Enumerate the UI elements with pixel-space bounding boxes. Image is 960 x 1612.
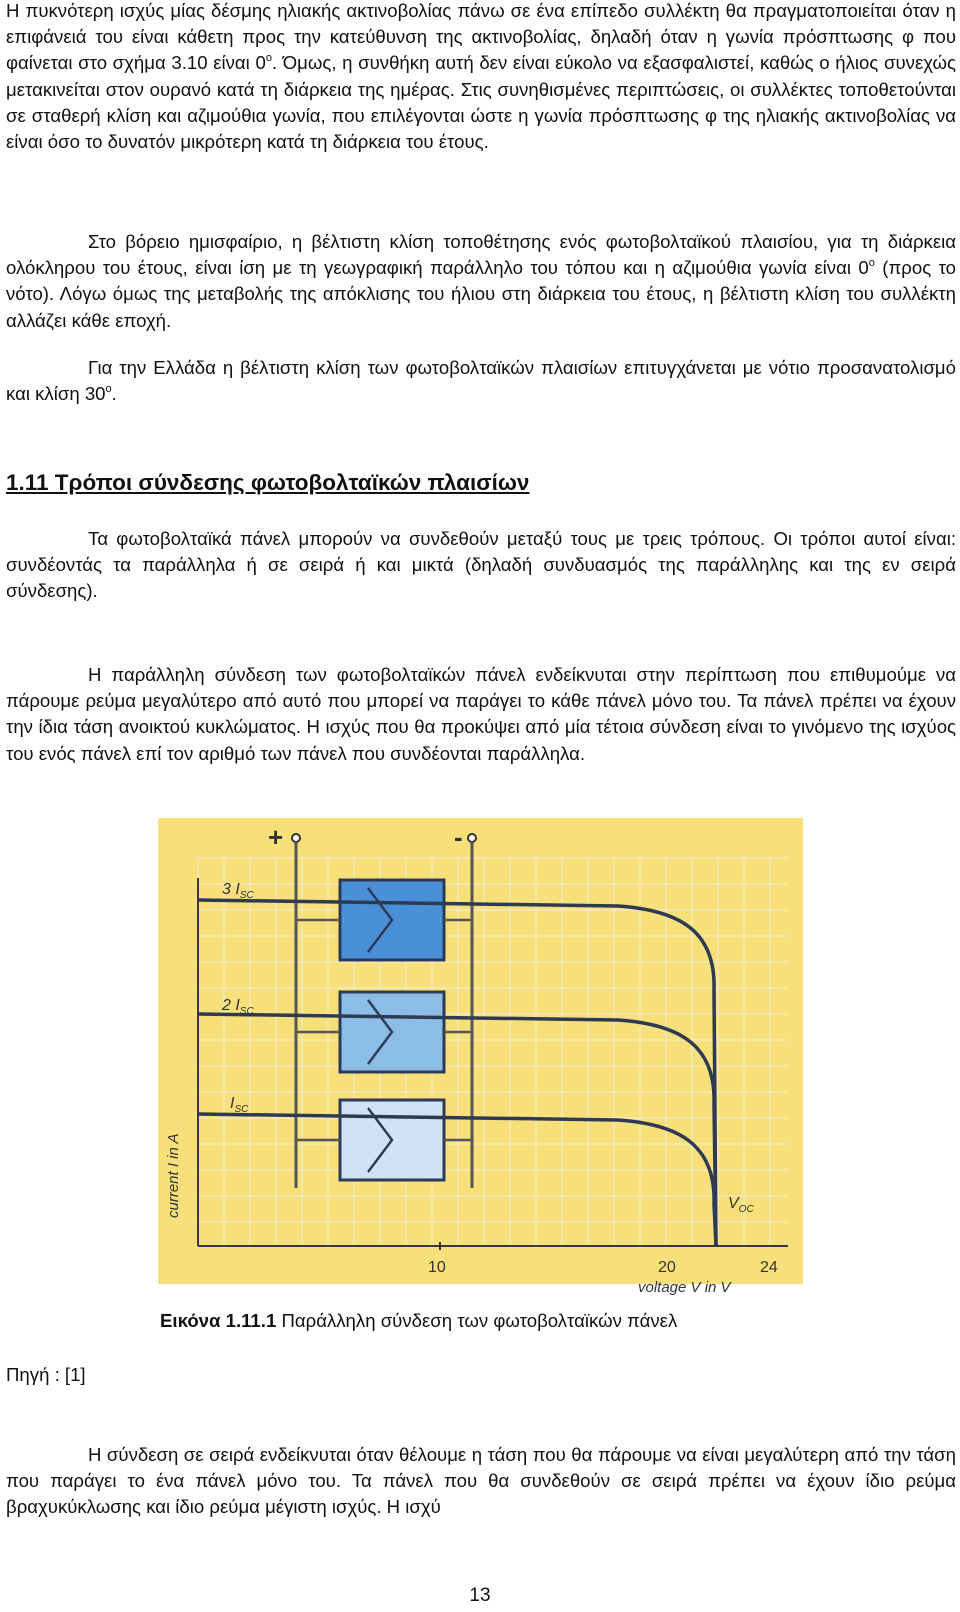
label-isc: $I_{SC}$	[230, 1095, 249, 1115]
degree-superscript: ο	[868, 257, 875, 270]
text-run: Για την Ελλάδα η βέλτιστη κλίση των φωτοβολταϊκών πλαισίων επιτυγχάνεται με νότιο προσανατολισμό και κλίση 30	[6, 357, 956, 405]
figure-background	[158, 818, 803, 1284]
paragraph-optimal-tilt	[6, 229, 956, 334]
degree-superscript: ο	[105, 383, 112, 396]
positive-terminal	[292, 834, 300, 842]
x-tick-10: 10	[428, 1259, 446, 1276]
plus-label: +	[268, 822, 284, 852]
text-run: (προς το νότο). Λόγω όμως της μεταβολής της απόκλισης του ήλιου στη διάρκεια του έτους, η βέλτιστη κλίση του συλλέκτη αλλάζει κάθε εποχή.	[6, 257, 956, 331]
figure-caption	[160, 1310, 677, 1332]
x-tick-24: 24	[760, 1259, 778, 1276]
label-3isc: 3 $I_{SC}$	[222, 881, 254, 901]
x-tick-20: 20	[658, 1259, 676, 1276]
section-heading: 1.11 Τρόποι σύνδεσης φωτοβολταϊκών πλαισίων	[6, 470, 530, 495]
text-run: . Όμως, η συνθήκη αυτή δεν είναι εύκολο να εξασφαλιστεί, καθώς ο ήλιος συνεχώς μετακινείται στον ουρανό κατά τη διάρκεια της ημέρας. Στις συνηθισμένες περιπτώσεις, οι συλλέκτες τοποθετούνται σε σταθερή κλίση και αζιμούθια γωνία, που επιλέγονται ώστε η γωνία πρόσπτωσης φ της ηλιακής ακτινοβολίας να είναι όσο το δυνατόν μικρότερη κατά τη διάρκεια του έτους.	[6, 52, 956, 153]
caption-text: Παράλληλη σύνδεση των φωτοβολταϊκών πάνελ	[276, 1310, 678, 1331]
paragraph-connection-modes: Τα φωτοβολταϊκά πάνελ μπορούν να συνδεθούν μεταξύ τους με τρεις τρόπους. Οι τρόποι αυτοί είναι: συνδέοντάς τα παράλληλα ή σε σειρά ή και μικτά (δηλαδή συνδυασμός της παράλληλης και της εν σειρά σύνδεσης).	[6, 528, 956, 602]
y-axis-label: current I in A	[165, 1133, 182, 1218]
text-run: Η πυκνότερη ισχύς μίας δέσμης ηλιακής ακτινοβολίας πάνω σε ένα επίπεδο συλλέκτη θα πραγματοποιείται όταν η επιφάνειά του είναι κάθετη προς την κατεύθυνση της ακτινοβολίας, δηλαδή όταν η γωνία πρόσπτωσης φ που φαίνεται στο σχήμα 3.10 είναι 0	[6, 0, 956, 74]
figure-parallel-iv-curves	[158, 818, 803, 1296]
degree-superscript: ο	[265, 52, 272, 65]
caption-number: Εικόνα 1.11.1	[160, 1310, 277, 1331]
figure-svg	[158, 818, 803, 1296]
figure-source: Πηγή : [1]	[6, 1364, 86, 1385]
paragraph-series-connection: Η σύνδεση σε σειρά ενδείκνυται όταν θέλουμε η τάση που θα πάρουμε να είναι μεγαλύτερη από την τάση που παράγει το ένα πάνελ μόνο του. Τα πάνελ που θα συνδεθούν σε σειρά πρέπει να έχουν ίδιο ρεύμα βραχυκύκλωσης και ίδιο ρεύμα μέγιστη ισχύς. Η ισχύ	[6, 1444, 956, 1518]
negative-terminal	[468, 834, 476, 842]
x-axis-label: voltage V in V	[638, 1279, 731, 1296]
text-run: .	[111, 383, 117, 405]
paragraph-incidence-angle	[6, 0, 956, 155]
minus-label: -	[454, 822, 463, 852]
label-voc: $V_{OC}$	[728, 1195, 754, 1215]
page-number: 13	[469, 1585, 491, 1606]
label-2isc: 2 $I_{SC}$	[222, 997, 254, 1017]
paragraph-parallel-connection: Η παράλληλη σύνδεση των φωτοβολταϊκών πάνελ ενδείκνυται στην περίπτωση που επιθυμούμε να πάρουμε ρεύμα μεγαλύτερο από αυτό που μπορεί να παράγει το κάθε πάνελ μόνο του. Τα πάνελ πρέπει να έχουν την ίδια τάση ανοικτού κυκλώματος. Η ισχύς που θα προκύψει από μία τέτοια σύνδεση είναι το γινόμενο της ισχύος του ενός πάνελ επί τον αριθμό των πάνελ που συνδέονται παράλληλα.	[6, 664, 956, 764]
paragraph-greece-tilt	[6, 355, 956, 407]
text-run: Στο βόρειο ημισφαίριο, η βέλτιστη κλίση τοποθέτησης ενός φωτοβολταϊκού πλαισίου, για τη διάρκεια ολόκληρου του έτους, είναι ίση με τη γεωγραφική παράλληλο του τόπου και η αζιμούθια γωνία είναι 0	[6, 231, 956, 279]
